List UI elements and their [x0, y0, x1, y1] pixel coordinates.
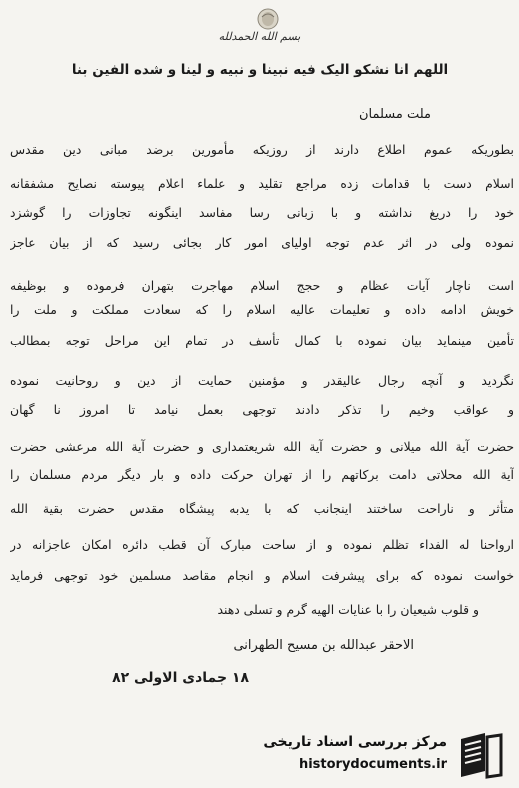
- body-line: خواست نموده که برای پیشرفت اسلام و انجام مقاصد مسلمین خود توجهی فرماید: [10, 568, 514, 583]
- body-line: است ناچار آیات عظام و حجج اسلام مهاجرت بتهران فرموده و بوظیفه: [10, 278, 514, 293]
- body-line: بطوریکه عموم اطلاع دارند از روزیکه مأمورین برضد مبانی دین مقدس: [10, 142, 514, 157]
- body-line: نگردید و آنچه رجال عالیقدر و مؤمنین حمایت از دین و روحانیت نموده: [10, 373, 514, 388]
- body-line: و عواقب وخیم را تذکر دادند توجهی بعمل نیامد تا امروز نا گهان: [10, 402, 514, 417]
- watermark-name: مرکز بررسی اسناد تاریخی: [263, 734, 447, 750]
- watermark-url[interactable]: historydocuments.ir: [298, 757, 447, 772]
- body-line: متأثر و ناراحت ساختند اینجانب که با یدبه پیشگاه مقدس حضرت بقیة الله: [10, 501, 514, 516]
- body-line: خود را دریغ نداشته و با زبانی رسا مفاسد اینگونه تجاوزات را گوشزد: [10, 205, 514, 220]
- bismillah-heading: بسم الله الحمدلله: [218, 30, 301, 43]
- body-line: حضرت آیة الله میلانی و حضرت آیة الله شریعتمداری و حضرت آیة الله مرعشی حضرت: [10, 439, 514, 454]
- signature: الاحقر عبدالله بن مسیح الطهرانی: [233, 638, 414, 653]
- body-line: خویش ادامه داده و تعلیمات عالیه اسلام را که سعادت مملکت و ملت را: [10, 302, 514, 317]
- body-line: آیة الله محلاتی دامت برکاتهم را از تهران حرکت داده و بار دیگر مردم مسلمان را: [10, 467, 514, 482]
- date: ۱۸ جمادی الاولی ۸۲: [112, 670, 249, 686]
- body-line: تأمین مینماید بیان نموده با کمال تأسف در تمام این مراحل توجه بمطالب: [10, 333, 514, 348]
- greeting: ملت مسلمان: [358, 107, 431, 122]
- seal-emblem-icon: [256, 8, 280, 30]
- body-line: نموده ولی در اثر عدم توجه اولیای امور کار بجائی رسید که از بیان عاجز: [10, 235, 514, 250]
- watermark: [225, 731, 505, 781]
- archive-logo-icon: [455, 731, 505, 781]
- closing-line: و قلوب شیعیان را با عنایات الهیه گرم و تسلی دهند: [217, 602, 479, 617]
- invocation-line: اللهم انا نشکو الیک فیه نبینا و نبیه و لینا و شده الفین بنا: [71, 62, 449, 78]
- body-line: اسلام دست با قدامات زده مراجع تقلید و علماء اعلام پیوسته نصایح مشفقانه: [10, 176, 514, 191]
- body-line: ارواحنا له الفداء تظلم نموده و از ساحت مبارک آن قطب دائره امکان عاجزانه در: [10, 537, 514, 552]
